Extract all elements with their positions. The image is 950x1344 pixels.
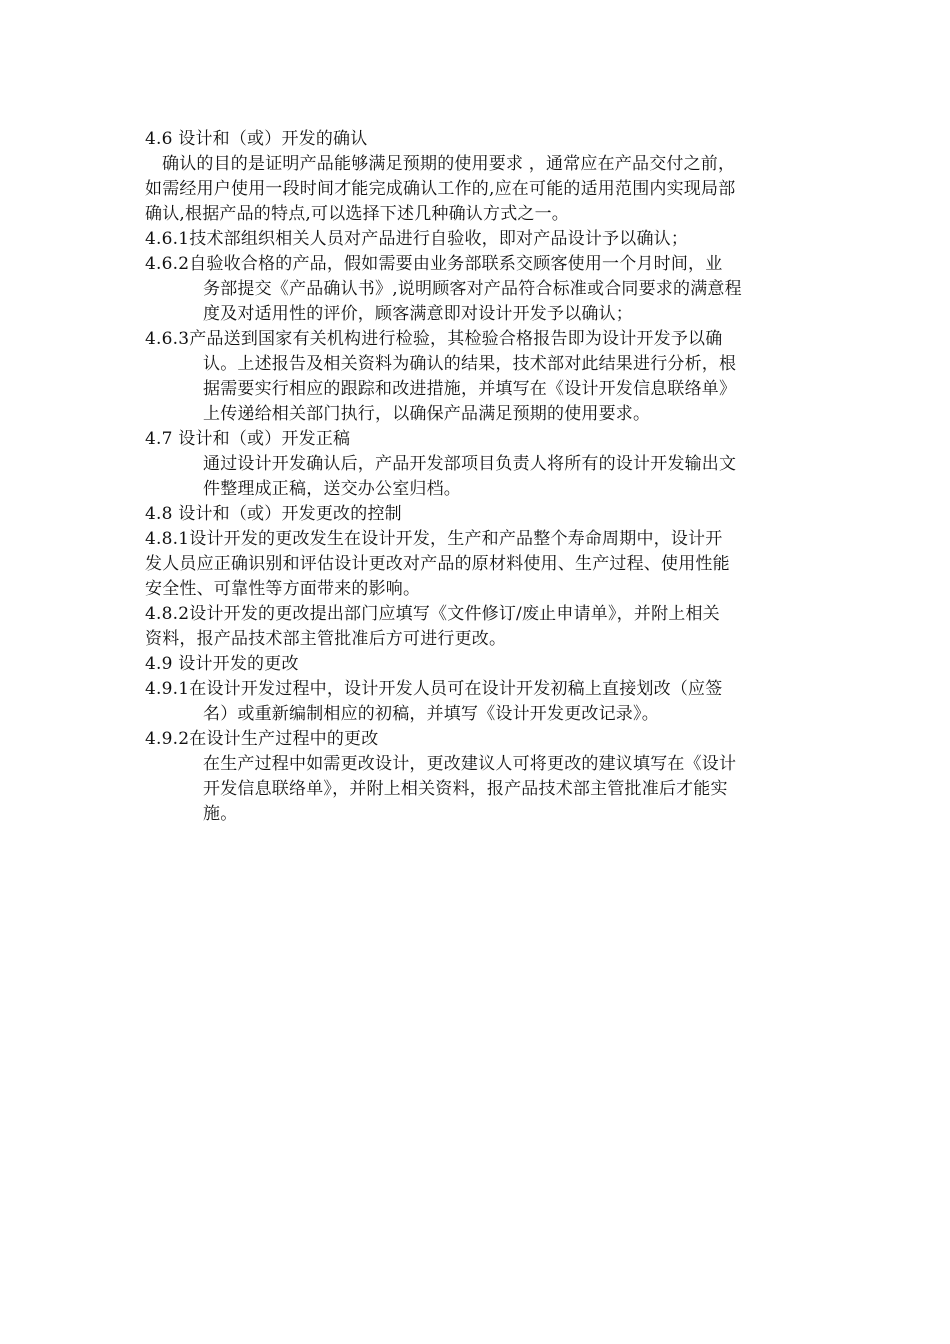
clause-4-9-1: 4.9.1在设计开发过程中，设计开发人员可在设计开发初稿上直接划改（应签 xyxy=(145,679,723,699)
paragraph-line: 如需经用户使用一段时间才能完成确认工作的,应在可能的适用范围内实现局部 xyxy=(145,179,736,199)
paragraph-line: 件整理成正稿，送交办公室归档。 xyxy=(203,479,461,499)
paragraph-line: 名）或重新编制相应的初稿，并填写《设计开发更改记录》。 xyxy=(203,704,659,724)
paragraph-line: 在生产过程中如需更改设计，更改建议人可将更改的建议填写在《设计 xyxy=(203,754,737,774)
paragraph-line: 安全性、可靠性等方面带来的影响。 xyxy=(145,579,421,599)
section-heading-4-9: 4.9 设计开发的更改 xyxy=(145,654,299,674)
paragraph-line: 务部提交《产品确认书》,说明顾客对产品符合标准或合同要求的满意程 xyxy=(203,279,742,299)
clause-4-9-2: 4.9.2在设计生产过程中的更改 xyxy=(145,729,379,749)
paragraph-line: 资料，报产品技术部主管批准后方可进行更改。 xyxy=(145,629,507,649)
paragraph-line: 上传递给相关部门执行，以确保产品满足预期的使用要求。 xyxy=(203,404,651,424)
clause-4-6-1: 4.6.1技术部组织相关人员对产品进行自验收，即对产品设计予以确认； xyxy=(145,229,689,249)
section-heading-4-7: 4.7 设计和（或）开发正稿 xyxy=(145,429,351,449)
clause-4-6-2: 4.6.2自验收合格的产品，假如需要由业务部联系交顾客使用一个月时间，业 xyxy=(145,254,723,274)
paragraph-line: 通过设计开发确认后，产品开发部项目负责人将所有的设计开发输出文 xyxy=(203,454,737,474)
clause-4-8-1: 4.8.1设计开发的更改发生在设计开发，生产和产品整个寿命周期中，设计开 xyxy=(145,529,723,549)
clause-4-6-3: 4.6.3产品送到国家有关机构进行检验，其检验合格报告即为设计开发予以确 xyxy=(145,329,723,349)
section-heading-4-8: 4.8 设计和（或）开发更改的控制 xyxy=(145,504,402,524)
section-heading-4-6: 4.6 设计和（或）开发的确认 xyxy=(145,129,368,149)
paragraph-line: 据需要实行相应的跟踪和改进措施，并填写在《设计开发信息联络单》 xyxy=(203,379,737,399)
paragraph-line: 度及对适用性的评价，顾客满意即对设计开发予以确认； xyxy=(203,304,633,324)
paragraph-line: 认。上述报告及相关资料为确认的结果，技术部对此结果进行分析，根 xyxy=(203,354,737,374)
clause-4-8-2: 4.8.2设计开发的更改提出部门应填写《文件修订/废止申请单》，并附上相关 xyxy=(145,604,720,624)
paragraph-line: 确认的目的是证明产品能够满足预期的使用要求 ，通常应在产品交付之前， xyxy=(162,154,736,174)
paragraph-line: 确认,根据产品的特点,可以选择下述几种确认方式之一。 xyxy=(145,204,570,224)
paragraph-line: 开发信息联络单》，并附上相关资料，报产品技术部主管批准后才能实 xyxy=(203,779,728,799)
paragraph-line: 发人员应正确识别和评估设计更改对产品的原材料使用、生产过程、使用性能 xyxy=(145,554,730,574)
paragraph-line: 施。 xyxy=(203,804,238,824)
